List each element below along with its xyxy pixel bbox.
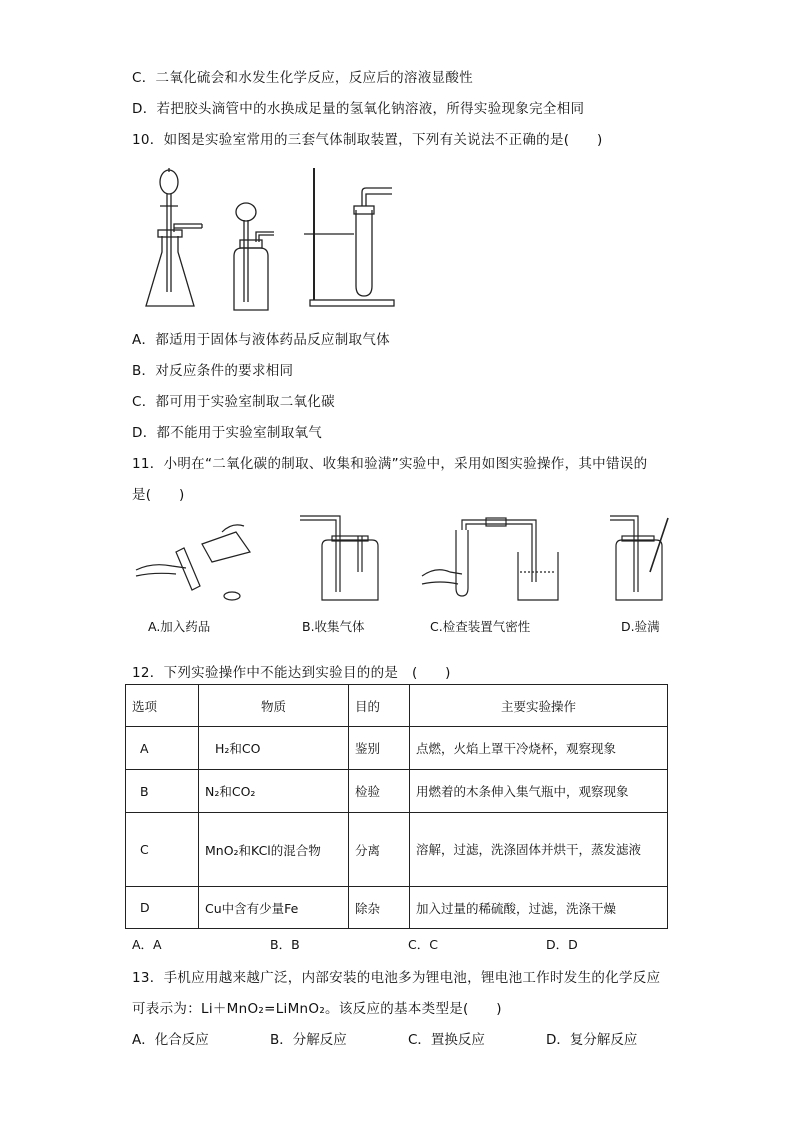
q12-stem: 12．下列实验操作中不能达到实验目的的是 ( ) (132, 665, 451, 681)
q13-option-a: A．化合反应 (132, 1032, 209, 1048)
option-cell: C (126, 813, 199, 887)
operation-cell: 溶解，过滤，洗涤固体并烘干，蒸发滤液 (410, 813, 668, 887)
option-cell: A (126, 727, 199, 770)
q13-stem-line2: 可表示为：Li＋MnO₂=LiMnO₂。该反应的基本类型是( ) (132, 1001, 502, 1017)
substance-cell: H₂和CO (199, 727, 349, 770)
q12-option-b: B．B (270, 937, 300, 952)
q10-option-a: A．都适用于固体与液体药品反应制取气体 (132, 332, 390, 348)
header-cell: 主要实验操作 (410, 685, 668, 727)
header-cell: 目的 (349, 685, 410, 727)
q11-caption-a: A.加入药品 (148, 619, 211, 634)
test-tube-apparatus (304, 168, 394, 306)
long-neck-funnel-apparatus (234, 203, 274, 310)
q13-option-d: D．复分解反应 (546, 1032, 638, 1048)
q10-stem: 10．如图是实验室常用的三套气体制取装置，下列有关说法不正确的是( ) (132, 132, 603, 148)
q9-option-d: D．若把胶头滴管中的水换成足量的氢氧化钠溶液，所得实验现象完全相同 (132, 101, 585, 117)
q13-option-b: B．分解反应 (270, 1032, 347, 1048)
adding-reagent-illustration (136, 525, 250, 600)
q11-caption-c: C.检查装置气密性 (430, 619, 531, 634)
table-row (126, 727, 668, 770)
conical-flask-apparatus (146, 168, 202, 306)
q13-option-c: C．置换反应 (408, 1032, 485, 1048)
q12-option-c: C．C (408, 937, 438, 952)
q10-apparatus-figure (138, 160, 400, 316)
operation-cell: 点燃，火焰上罩干冷烧杯，观察现象 (410, 727, 668, 770)
airtightness-check-illustration (422, 518, 558, 600)
table-row (126, 770, 668, 813)
aim-cell: 除杂 (349, 887, 410, 929)
operation-cell: 用燃着的木条伸入集气瓶中，观察现象 (410, 770, 668, 813)
q12-options (132, 935, 684, 953)
substance-cell: MnO₂和KCl的混合物 (199, 813, 349, 887)
option-cell: B (126, 770, 199, 813)
substance-cell: N₂和CO₂ (199, 770, 349, 813)
q13-stem-line1: 13．手机应用越来越广泛，内部安装的电池多为锂电池，锂电池工作时发生的化学反应 (132, 970, 661, 986)
table-row (126, 813, 668, 887)
collecting-gas-illustration (300, 516, 378, 600)
q11-caption-b: B.收集气体 (302, 619, 365, 634)
aim-cell: 鉴别 (349, 727, 410, 770)
q11-stem-line1: 11．小明在“二氧化碳的制取、收集和验满”实验中，采用如图实验操作，其中错误的 (132, 456, 648, 472)
q13-options (132, 1028, 684, 1048)
aim-cell: 分离 (349, 813, 410, 887)
full-check-illustration (610, 516, 668, 600)
operation-cell: 加入过量的稀硫酸，过滤，洗涤干燥 (410, 887, 668, 929)
header-cell: 物质 (199, 685, 349, 727)
q9-option-c: C．二氧化硫会和水发生化学反应，反应后的溶液显酸性 (132, 70, 473, 86)
option-cell: D (126, 887, 199, 929)
q12-option-a: A．A (132, 937, 162, 952)
q10-option-c: C．都可用于实验室制取二氧化碳 (132, 394, 335, 410)
aim-cell: 检验 (349, 770, 410, 813)
q12-table (125, 684, 668, 929)
q11-stem-line2: 是( ) (132, 487, 185, 503)
header-cell: 选项 (126, 685, 199, 727)
q10-option-b: B．对反应条件的要求相同 (132, 363, 294, 379)
q10-option-d: D．都不能用于实验室制取氧气 (132, 425, 323, 441)
q11-operations-figure (132, 512, 672, 612)
substance-cell: Cu中含有少量Fe (199, 887, 349, 929)
table-row (126, 887, 668, 929)
q12-option-d: D．D (546, 937, 578, 952)
table-header-row (126, 685, 668, 727)
q11-caption-d: D.验满 (621, 619, 660, 634)
